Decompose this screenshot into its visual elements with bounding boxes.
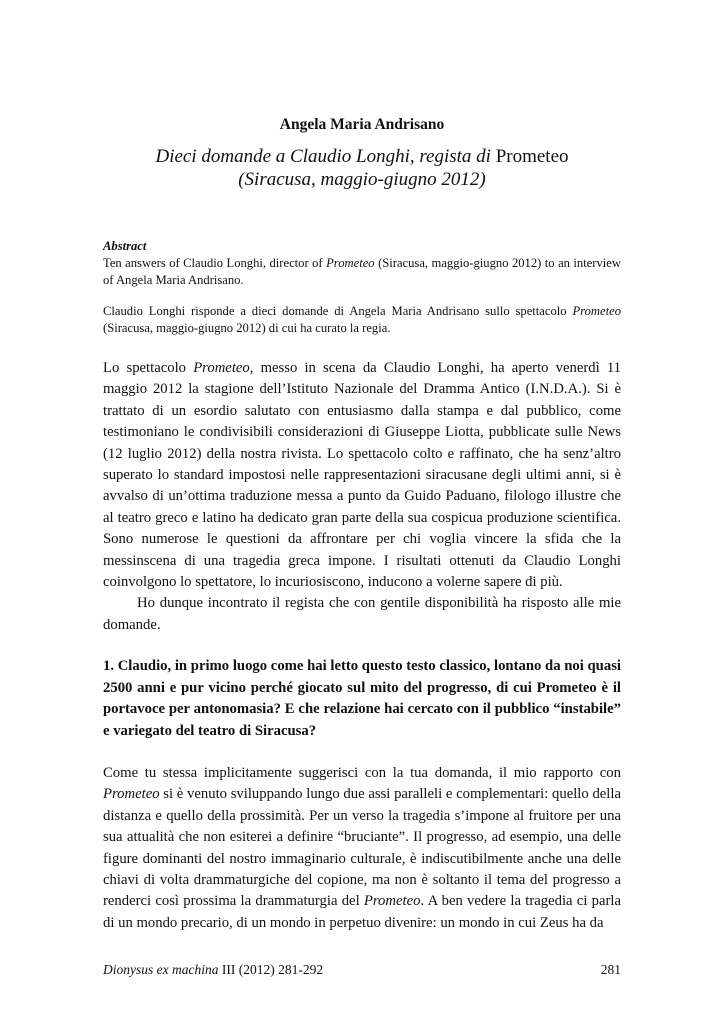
intro-paragraph-2: Ho dunque incontrato il regista che con gentile disponibilità ha risposto alle mie domande. <box>103 595 621 633</box>
article-body <box>103 358 621 934</box>
question-1: 1. Claudio, in primo luogo come hai letto questo testo classico, lontano da noi quasi 2500 anni e pur vicino perché giocato sul mito del progresso, di cui Prometeo è il portavoce per antonomasia? E che relazione hai cercato con il pubblico “instabile” e variegato del teatro di Siracusa? <box>103 658 621 739</box>
intro-paragraph-1: Lo spettacolo Prometeo, messo in scena da Claudio Longhi, ha aperto venerdì 11 maggio 2012 la stagione dell’Istituto Nazionale del Dramma Antico (I.N.D.A.). Si è trattato di un esordio salutato con entusiasmo dalla stampa e dal pubblico, come testimoniano le condivisibili considerazioni di Giuseppe Liotta, pubblicate sulle News (12 luglio 2012) della nostra rivista. Lo spettacolo colto e raffinato, che ha senz’altro superato lo standard impostosi nelle rappresentazioni siracusane degli ultimi anni, si è avvalso di un’ottima traduzione messa a punto da Guido Paduano, filologo illustre che al teatro greco e latino ha dedicato gran parte della sua cospicua produzione scientifica. Sono numerose le questioni da affrontare per chi voglia vincere la sfida che la messinscena di una tragedia greca impone. I risultati ottenuti da Claudio Longhi coinvolgono lo spettatore, lo incuriosiscono, inducono a volerne sapere di più. <box>103 360 621 591</box>
author-name: Angela Maria Andrisano <box>279 116 445 133</box>
title-line-2: (Siracusa, maggio-giugno 2012) <box>238 169 486 190</box>
answer-1: Come tu stessa implicitamente suggerisci con la tua domanda, il mio rapporto con Prometeo si è venuto sviluppando lungo due assi paralleli e complementari: quello della distanza e quello della prossimità. Per un verso la tragedia s’impone al fruitore per una sua attualità che non esiterei a definire “bruciante”. Il progresso, ad esempio, una delle figure dominanti del nostro immaginario culturale, è indiscutibilmente anche una delle chiavi di volta drammaturgiche del copione, ma non è soltanto il tema del progresso a renderci così prossima la drammaturgia del Prometeo. A ben vedere la tragedia ci parla di un mondo precario, di un mondo in perpetuo divenire: un mondo in cui Zeus ha da <box>103 764 621 931</box>
article-title <box>103 145 621 191</box>
abstract-section <box>103 238 621 337</box>
title-line-1: Dieci domande a Claudio Longhi, regista di Prometeo <box>155 146 569 167</box>
abstract-heading: Abstract <box>103 239 147 253</box>
journal-citation: Dionysus ex machina III (2012) 281-292 <box>103 962 324 977</box>
abstract-italian: Claudio Longhi risponde a dieci domande di Angela Maria Andrisano sullo spettacolo Prometeo (Siracusa, maggio-giugno 2012) di cui ha curato la regia. <box>103 304 621 335</box>
page-number: 281 <box>600 962 621 977</box>
page-footer <box>103 962 621 978</box>
abstract-english: Ten answers of Claudio Longhi, director of Prometeo (Siracusa, maggio-giugno 2012) to an interview of Angela Maria Andrisano. <box>103 256 621 287</box>
